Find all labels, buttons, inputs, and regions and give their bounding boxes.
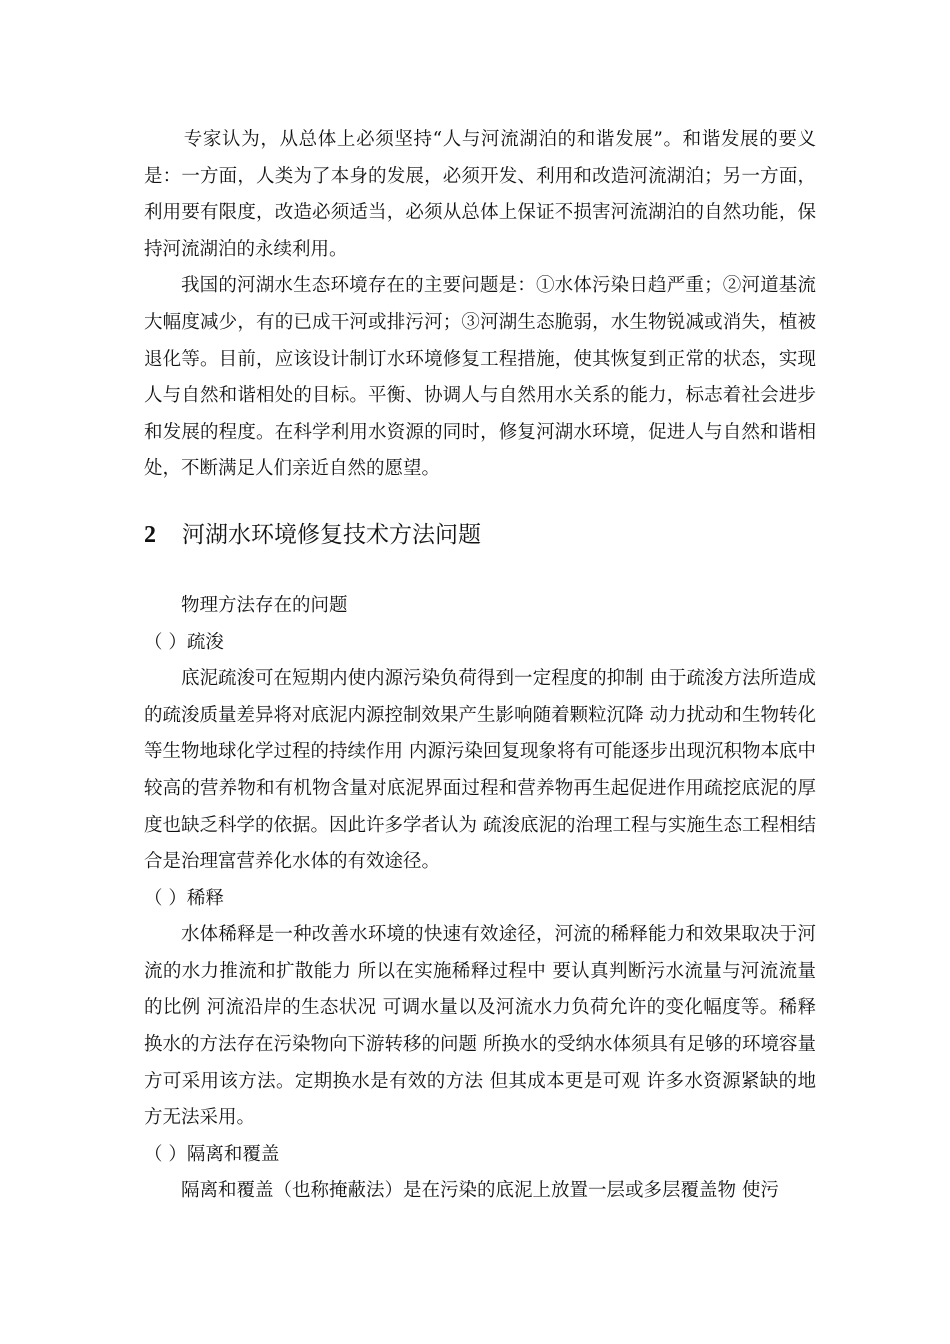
document-body [144, 122, 816, 1210]
item-label-dilution: （ ）稀释 [144, 887, 224, 909]
section-number: 2 [144, 521, 156, 548]
item-text-isolation: 隔离和覆盖（也称掩蔽法）是在污染的底泥上放置一层或多层覆盖物 使污 [181, 1180, 779, 1202]
item-text-dredging: 底泥疏浚可在短期内使内源污染负荷得到一定程度的抑制 由于疏浚方法所造成的疏浚质量差异将对底泥内源控制效果产生影响随着颗粒沉降 动力扰动和生物转化等生物地球化学过程的持续作用 内源污染回复现象将有可能逐步出现沉积物本底中较高的营养物和有机物含量对底泥界面过程和营养物再生起促进作用疏挖底泥的厚度也缺乏科学的依据。因此许多学者认为 疏浚底泥的治理工程与实施生态工程相结合是治理富营养化水体的有效途径。 [144, 668, 816, 873]
intro-paragraph-1: 专家认为，从总体上必须坚持“人与河流湖泊的和谐发展”。和谐发展的要义是：一方面，人类为了本身的发展，必须开发、利用和改造河流湖泊；另一方面，利用要有限度，改造必须适当，必须从总体上保证不损害河流湖泊的自然功能，保持河流湖泊的永续利用。 [144, 129, 816, 260]
item-text-dilution: 水体稀释是一种改善水环境的快速有效途径，河流的稀释能力和效果取决于河流的水力推流和扩散能力 所以在实施稀释过程中 要认真判断污水流量与河流流量的比例 河流沿岸的生态状况 可调水量以及河流水力负荷允许的变化幅度等。稀释换水的方法存在污染物向下游转移的问题 所换水的受纳水体须具有足够的环境容量方可采用该方法。定期换水是有效的方法 但其成本更是可观 许多水资源紧缺的地方无法采用。 [144, 924, 816, 1129]
item-label-isolation: （ ）隔离和覆盖 [144, 1143, 280, 1165]
intro-paragraph-2: 我国的河湖水生态环境存在的主要问题是：①水体污染日趋严重；②河道基流大幅度减少，有的已成干河或排污河；③河湖生态脆弱，水生物锐减或消失，植被退化等。目前，应该设计制订水环境修复工程措施，使其恢复到正常的状态，实现人与自然和谐相处的目标。平衡、协调人与自然用水关系的能力，标志着社会进步和发展的程度。在科学利用水资源的同时，修复河湖水环境，促进人与自然和谐相处，不断满足人们亲近自然的愿望。 [144, 275, 816, 480]
section-title: 河湖水环境修复技术方法问题 [182, 521, 481, 548]
subsection-title: 物理方法存在的问题 [181, 594, 348, 616]
item-label-dredging: （ ）疏浚 [144, 631, 224, 653]
section-heading [144, 520, 816, 550]
